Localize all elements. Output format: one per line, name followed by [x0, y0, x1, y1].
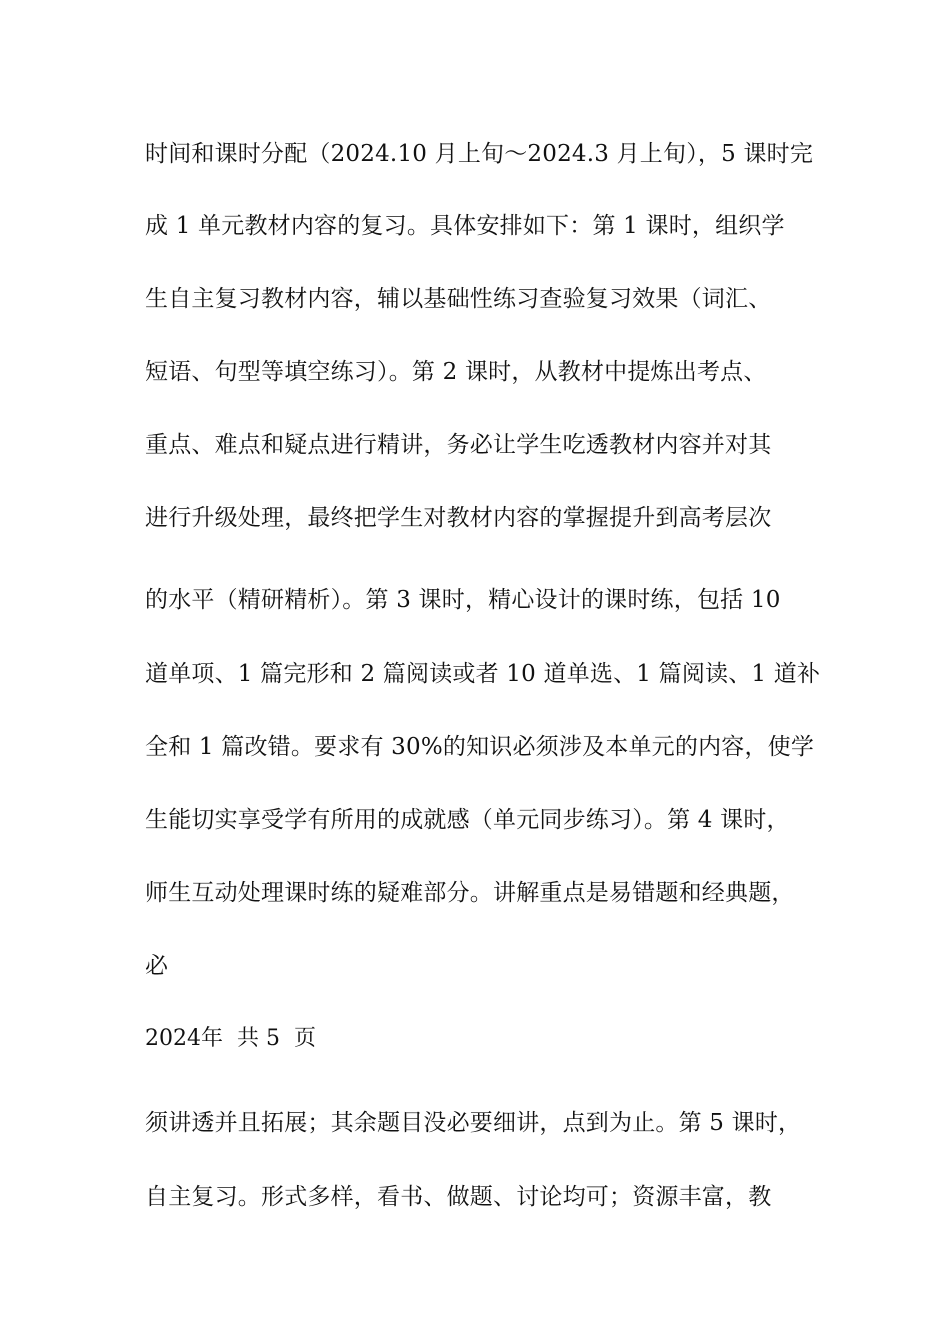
paragraph-line: 时间和课时分配（2024.10 月上旬～2024.3 月上旬），5 课时完 — [145, 141, 814, 167]
paragraph-line: 须讲透并且拓展；其余题目没必要细讲，点到为止。第 5 课时， — [145, 1110, 802, 1136]
paragraph-line: 自主复习。形式多样，看书、做题、讨论均可；资源丰富，教 — [145, 1184, 772, 1210]
paragraph-line: 师生互动处理课时练的疑难部分。讲解重点是易错题和经典题， — [145, 880, 795, 906]
paragraph-line: 短语、句型等填空练习）。第 2 课时，从教材中提炼出考点、 — [145, 359, 767, 385]
paragraph-line: 全和 1 篇改错。要求有 30%的知识必须涉及本单元的内容，使学 — [145, 734, 815, 760]
paragraph-line: 必 — [145, 953, 169, 979]
paragraph-line: 成 1 单元教材内容的复习。具体安排如下：第 1 课时，组织学 — [145, 213, 785, 239]
paragraph-line: 的水平（精研精析）。第 3 课时，精心设计的课时练，包括 10 — [145, 587, 781, 613]
paragraph-line: 生能切实享受学有所用的成就感（单元同步练习）。第 4 课时， — [145, 807, 790, 833]
page-footer: 2024年 共 5 页 — [145, 1026, 316, 1051]
paragraph-line: 重点、难点和疑点进行精讲，务必让学生吃透教材内容并对其 — [145, 432, 772, 458]
paragraph-line: 道单项、1 篇完形和 2 篇阅读或者 10 道单选、1 篇阅读、1 道补 — [145, 661, 821, 687]
paragraph-line: 进行升级处理，最终把学生对教材内容的掌握提升到高考层次 — [145, 505, 772, 531]
paragraph-line: 生自主复习教材内容，辅以基础性练习查验复习效果（词汇、 — [145, 286, 772, 312]
